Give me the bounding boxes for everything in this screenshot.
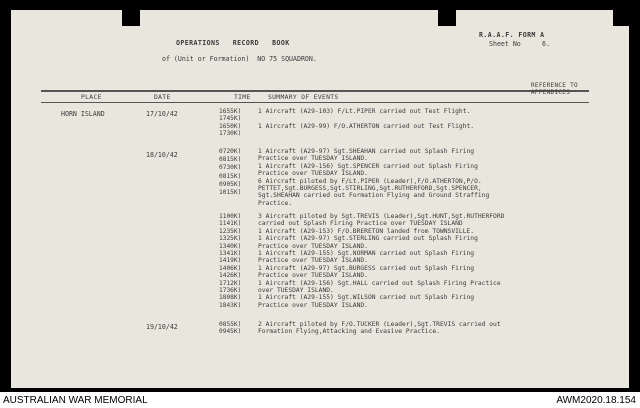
- column-header-summary: SUMMARY OF EVENTS: [268, 93, 339, 101]
- binder-tab: [438, 10, 456, 26]
- time-cell: 0720K) 0815K) 0730K) 0815K) 0905K) 1015K): [219, 148, 242, 197]
- footer-accession-number: AWM2020.18.154: [556, 395, 636, 406]
- binder-tab: [122, 10, 140, 26]
- column-header-references: REFERENCE TO APPENDICES: [531, 82, 578, 96]
- summary-cell: 1 Aircraft (A29-97) Sgt.SHEAHAN carried out Splash Firing Practice over TUESDAY ISLAND. 1 Aircraft (A29-156) Sgt.SPENCER carried out Splash Firing Practice over TUESDAY ISLAND. 6 Aircraft piloted by F/Lt.PIPER (Leader),F/O.ATHERTON,P/O. PETTET,Sgt.BURGESS,Sgt.STIRLING,Sgt.RUTHERFORD,Sgt.SPENCER, Sgt.SHEAHAN carried out Formation Flying and Ground Straffing Practice.: [258, 148, 490, 207]
- time-cell: 1100K) 1141K) 1235K) 1325K) 1340K) 1341K) 1419K) 1406K) 1426K) 1712K) 1736K) 1808K) 1843K): [219, 213, 242, 309]
- column-header-date: DATE: [154, 93, 171, 101]
- header-rule-bottom: [41, 102, 589, 103]
- footer-source: AUSTRALIAN WAR MEMORIAL: [3, 395, 148, 406]
- sheet-label: Sheet No: [489, 40, 521, 48]
- sheet-number: 6.: [542, 40, 550, 48]
- header-rule-top: [41, 90, 589, 92]
- time-cell: 0855K) 0945K): [219, 321, 242, 336]
- archive-footer: [0, 392, 640, 408]
- date-cell: 18/10/42: [146, 151, 178, 159]
- column-header-time: TIME: [234, 93, 251, 101]
- document-title: OPERATIONS RECORD BOOK: [176, 39, 290, 47]
- document-page: [11, 10, 629, 388]
- unit-line: of (Unit or Formation) NO 75 SQUADRON.: [162, 55, 317, 63]
- summary-cell: 3 Aircraft piloted by Sgt.TREVIS (Leader),Sgt.HUNT,Sgt.RUTHERFORD carried out Splash Firing Practice over TUESDAY ISLAND 1 Aircraft (A29-153) F/O.BRERETON landed from TOWNSVILLE. 1 Aircraft (A29-97) Sgt.STERLING carried out Splash Firing Practice over TUESDAY ISLAND. 1 Aircraft (A29-155) Sgt.NORMAN carried out Splash Firing Practice over TUESDAY ISLAND. 1 Aircraft (A29-97) Sgt.BURGESS carried out Splash Firing Practice over TUESDAY ISLAND. 1 Aircraft (A29-156) Sgt.HALL carried out Splash Firing Practice over TUESDAY ISLAND. 1 Aircraft (A29-155) Sgt.WILSON carried out Splash Firing Practice over TUESDAY ISLAND.: [258, 213, 505, 309]
- date-cell: 17/10/42: [146, 110, 178, 118]
- summary-cell: 1 Aircraft (A29-103) F/Lt.PIPER carried out Test Flight. 1 Aircraft (A29-99) F/O.ATHERTON carried out Test Flight.: [258, 108, 475, 130]
- date-cell: 19/10/42: [146, 323, 178, 331]
- summary-cell: 2 Aircraft piloted by F/O.TUCKER (Leader),Sgt.TREVIS carried out Formation Flying,Attacking and Evasive Practice.: [258, 321, 501, 336]
- binder-tab: [613, 10, 629, 26]
- place-cell: HORN ISLAND: [61, 110, 105, 118]
- time-cell: 1655K) 1745K) 1650K) 1730K): [219, 108, 242, 138]
- column-header-place: PLACE: [81, 93, 102, 101]
- form-label: R.A.A.F. FORM A: [479, 31, 545, 39]
